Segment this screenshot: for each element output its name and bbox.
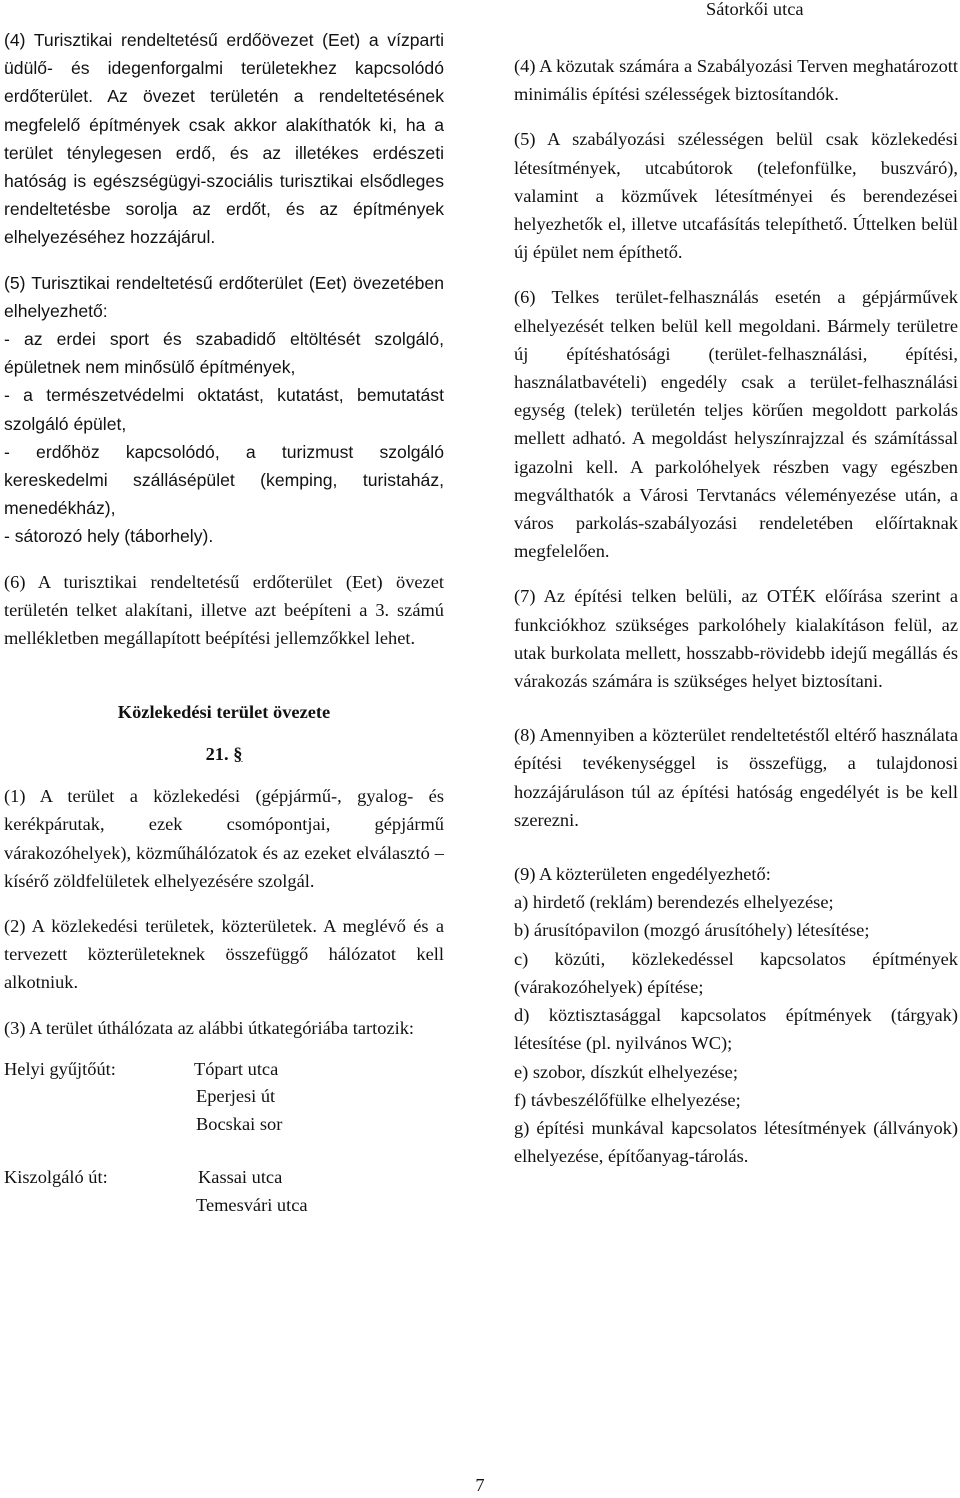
list-item: c) közúti, közlekedéssel kapcsolatos építmények (várakozóhelyek) építése; (514, 948, 958, 997)
paragraph-s6: (6) Telkes terület-felhasználás esetén a gépjárművek elhelyezését telken belül kell megoldani. Bármely területre új építéshatósági (terület-felhasználási, építési, használatbavételi) engedély csak a terület-felhasználási egység (telek) területén teljes körűen megoldott parkolás mellett adható. A megoldást helyszínrajzzal és számítással igazolni kell. A parkolóhelyek részben vagy egészben megválthatók a Városi Tervtanács véleményezése után, a város parkolás-szabályozási rendeletében előírtaknak megfelelően. (514, 287, 958, 562)
paragraph-5-intro: (5) Turisztikai rendeltetésű erdőterület (Eet) övezetében elhelyezhető: (4, 272, 444, 321)
list-item: b) árusítópavilon (mozgó árusítóhely) létesítése; (514, 920, 870, 941)
list-item: - erdőhöz kapcsolódó, a turizmust szolgáló kereskedelmi szállásépület (kemping, turistaház, menedékház), (4, 441, 444, 519)
paragraph-s7: (7) Az építési telken belüli, az OTÉK előírása szerint a funkciókhoz szükséges parkolóhely kialakításon felül, az utak burkolata mellett, hosszabb-rövidebb idejű megállás és várakozás számára is szükséges helyet biztosítani. (514, 586, 958, 692)
street-name: Kassai utca (198, 1167, 283, 1188)
section-num-text: 21. (205, 744, 229, 765)
street-name-carryover: Sátorkői utca (706, 0, 804, 19)
road-group-service (4, 1164, 444, 1219)
left-column (4, 26, 444, 1219)
street-name: Bocskai sor (196, 1113, 283, 1134)
road-group-collector (4, 1056, 444, 1139)
list-item: a) hirdető (reklám) berendezés elhelyezése; (514, 892, 834, 913)
right-column (514, 0, 958, 1170)
section-heading: Közlekedési terület övezete (117, 702, 331, 723)
paragraph-s4: (4) A közutak számára a Szabályozási Terven meghatározott minimális építési szélességek biztosítandók. (514, 56, 958, 105)
paragraph-s5: (5) A szabályozási szélességen belül csak közlekedési létesítmények, utcabútorok (telefonfülke, buszváró), valamint a közművek létesítményei és berendezései helyezhetők el, illetve utcafásítás telepíthető. Úttelken belül új épület nem építhető. (514, 129, 958, 263)
paragraph-s9-intro: (9) A közterületen engedélyezhető: (514, 864, 771, 885)
list-item: d) köztisztasággal kapcsolatos építmények (tárgyak) létesítése (pl. nyilvános WC); (514, 1005, 958, 1054)
list-item: e) szobor, díszkút elhelyezése; (514, 1061, 738, 1082)
section-number (4, 740, 444, 768)
paragraph-s2: (2) A közlekedési területek, közterületek. A meglévő és a tervezett közterületeknek összefüggő hálózatot kell alkotniuk. (4, 916, 444, 993)
road-group-label: Kiszolgáló út: (4, 1167, 108, 1188)
paragraph-s9 (514, 860, 958, 1170)
list-item: - az erdei sport és szabadidő eltöltését szolgáló, épületnek nem minősülő építmények, (4, 329, 444, 378)
list-item: g) építési munkával kapcsolatos létesítmények (állványok) elhelyezése, építőanyag-tárolás. (514, 1117, 958, 1167)
street-name: Temesvári utca (196, 1194, 308, 1215)
paragraph-s8: (8) Amennyiben a közterület rendeltetéstől eltérő használata építési tevékenységgel is összefügg, a tulajdonosi hozzájáruláson túl az építési hatóság engedélyét is be kell szerezni. (514, 725, 958, 830)
paragraph-4-eet: (4) Turisztikai rendeltetésű erdőövezet (Eet) a vízparti üdülő- és idegenforgalmi területekhez kapcsolódó erdőterület. Az övezet területén a rendeltetésének megfelelő építmények csak akkor alakíthatók ki, ha a terület ténylegesen erdő, és az illetékes erdészeti hatóság is egészségügyi-szociális turisztikai elsődleges rendeltetésbe sorolja az erdőt, és az építmények elhelyezéséhez hozzájárul. (4, 30, 444, 248)
page-number: 7 (475, 1475, 485, 1495)
list-item: - a természetvédelmi oktatást, kutatást, bemutatást szolgáló épület, (4, 385, 444, 434)
road-group-label: Helyi gyűjtőút: (4, 1058, 116, 1079)
paragraph-6-eet: (6) A turisztikai rendeltetésű erdőterület (Eet) övezet területén telket alakítani, illetve azt beépíteni a 3. számú mellékletben megállapított beépítési jellemzőkkel lehet. (4, 571, 444, 649)
paragraph-s1: (1) A terület a közlekedési (gépjármű-, gyalog- és kerékpárutak, ezek csomópontjai, gépjármű várakozóhelyek), közműhálózatok és az ezeket elválasztó – kísérő zöldfelületek elhelyezésére szolgál. (4, 786, 444, 891)
list-item: - sátorozó hely (táborhely). (4, 526, 214, 547)
list-item: f) távbeszélőfülke elhelyezése; (514, 1089, 741, 1110)
paragraph-5-eet (4, 269, 444, 551)
street-name: Tópart utca (194, 1058, 279, 1079)
street-name: Eperjesi út (196, 1086, 276, 1107)
paragraph-s3: (3) A terület úthálózata az alábbi útkategóriába tartozik: (4, 1017, 415, 1038)
section-symbol: § (233, 744, 243, 765)
